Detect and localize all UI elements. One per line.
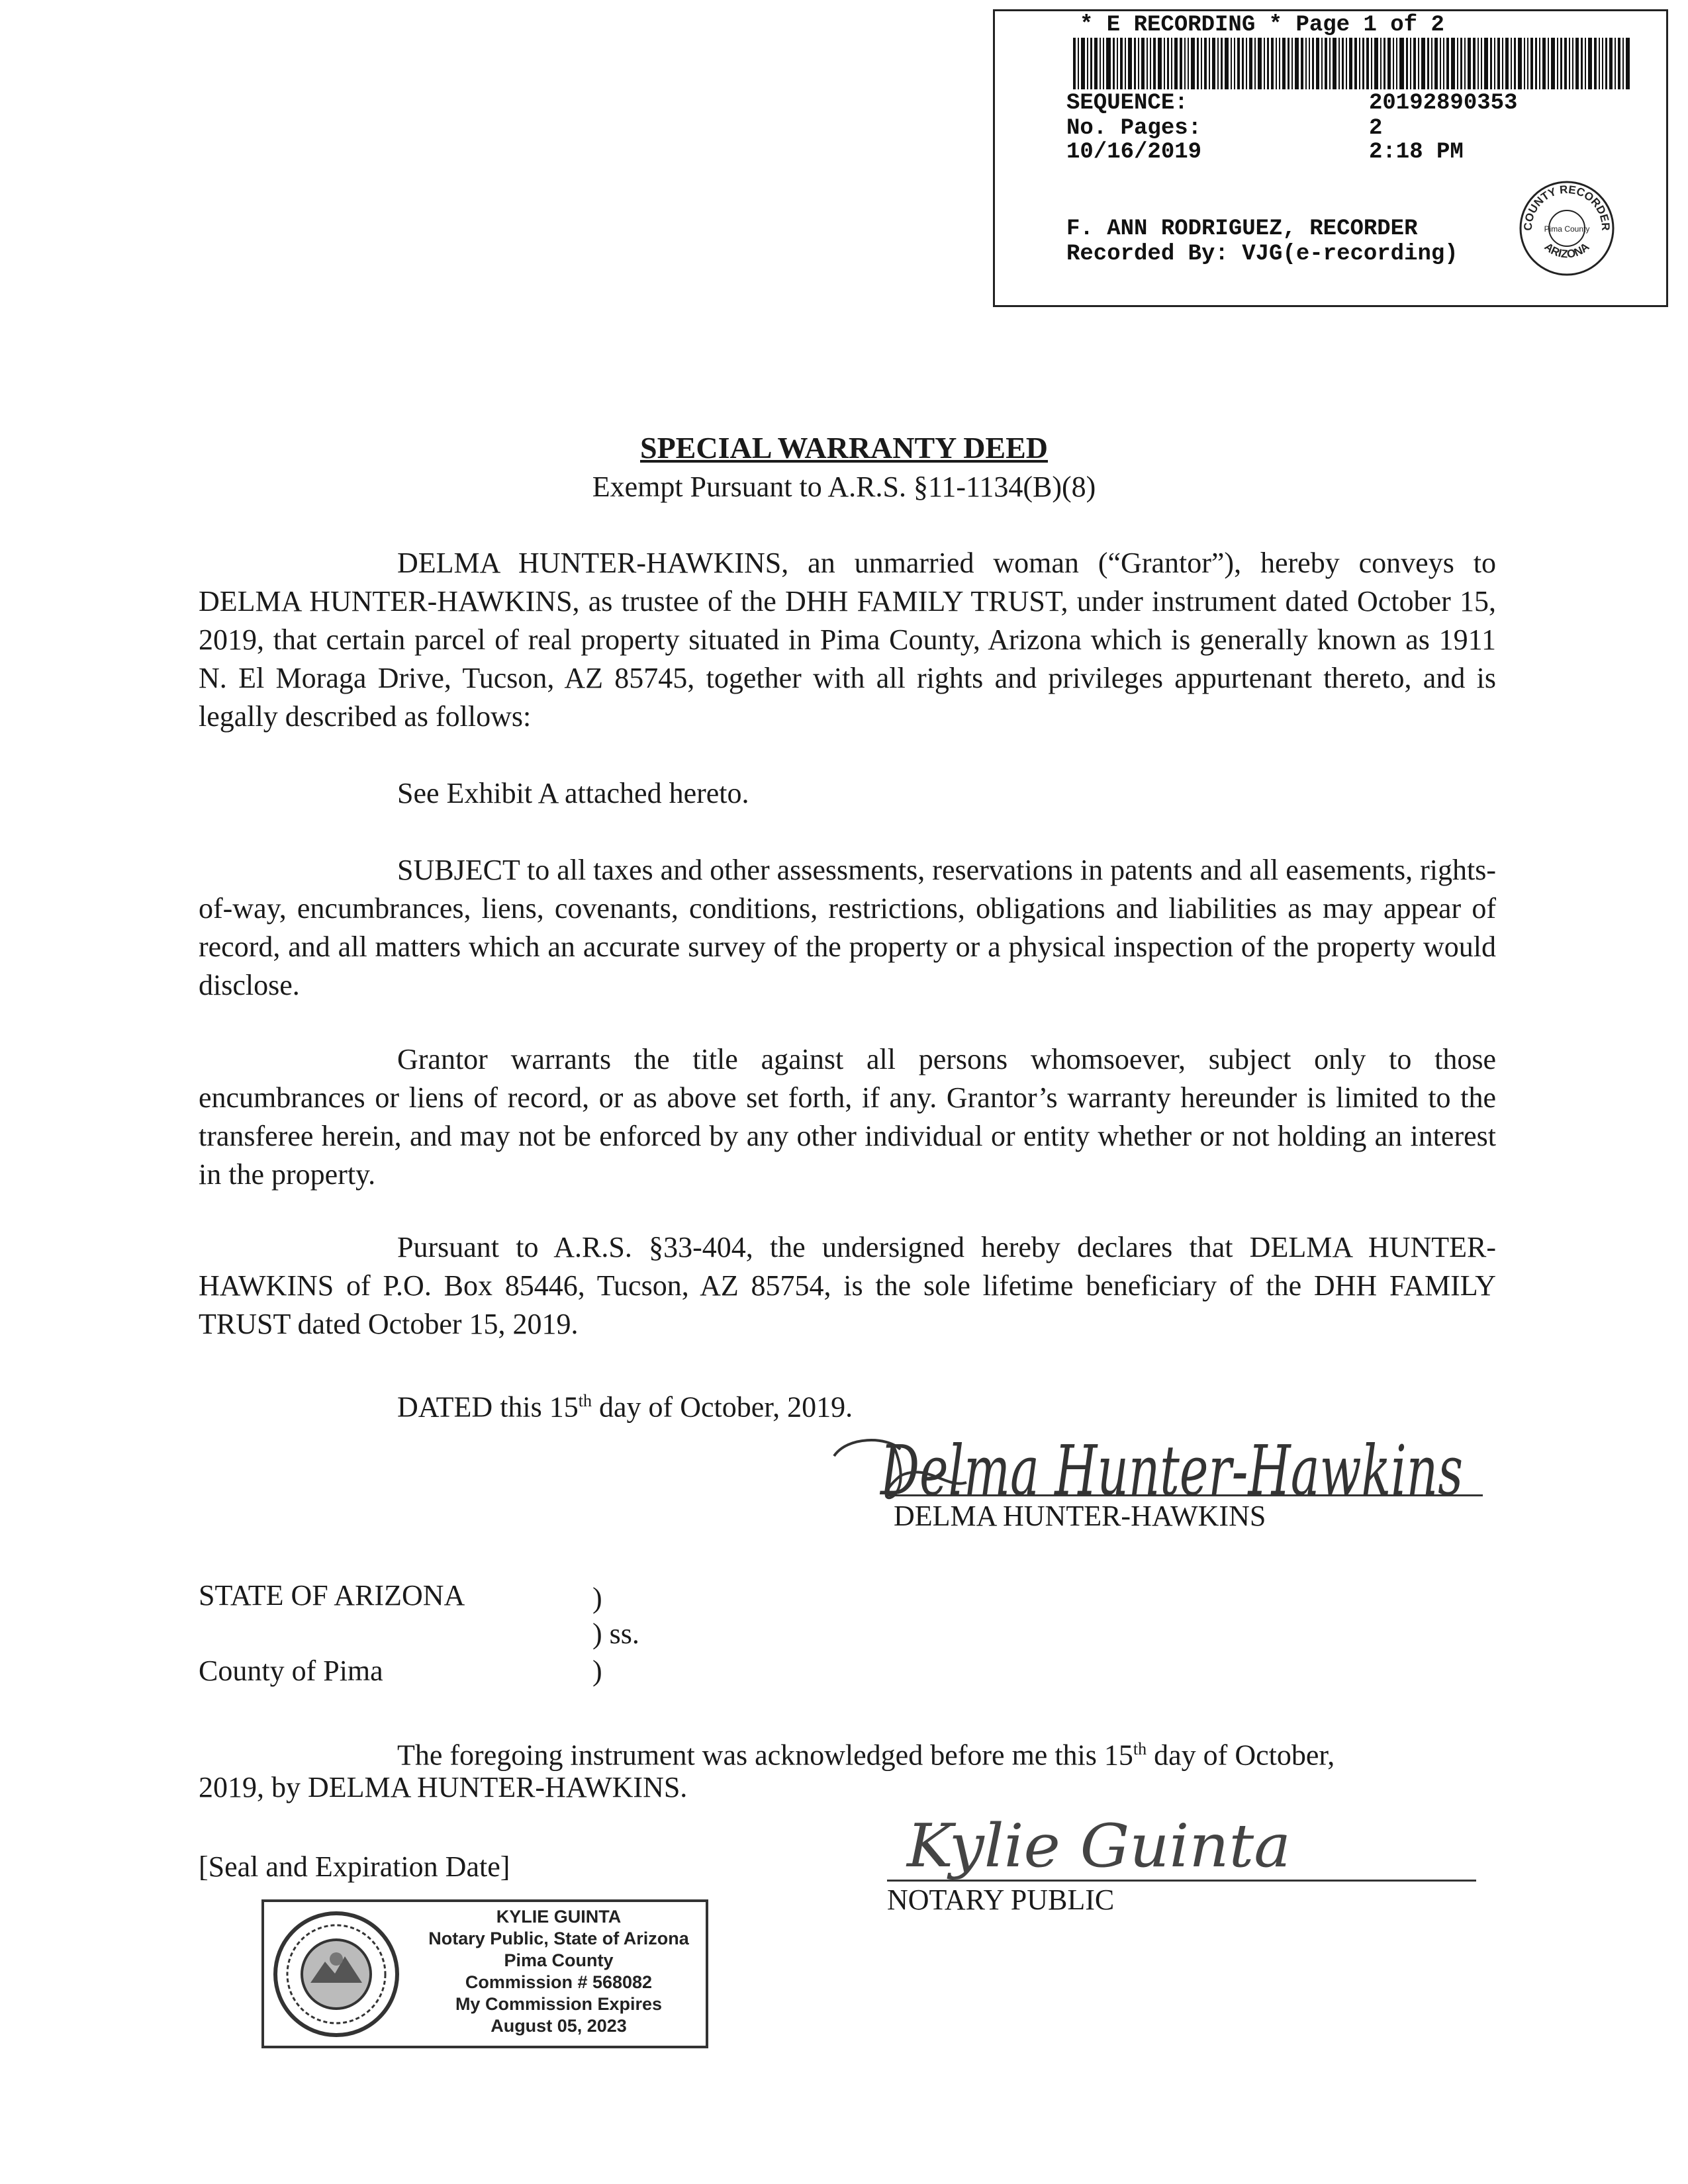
seal-expiration-label: [Seal and Expiration Date] <box>199 1850 510 1883</box>
sequence-label: SEQUENCE: <box>1066 91 1188 116</box>
seal-text-top: COUNTY RECORDER <box>1521 183 1613 231</box>
barcode-bar <box>1188 38 1189 89</box>
notary-seal-commission: Commission # 568082 <box>465 1972 653 1992</box>
barcode-bar <box>1551 38 1555 89</box>
barcode-bar <box>1120 38 1123 89</box>
barcode-bar <box>1575 38 1579 89</box>
barcode-bar <box>1184 38 1186 89</box>
barcode-bar <box>1201 38 1202 89</box>
barcode-bar <box>1113 38 1115 89</box>
notary-signature <box>900 1807 1311 1886</box>
barcode-bar <box>1594 38 1597 89</box>
barcode-bar <box>1212 38 1215 89</box>
grantor-signature-line <box>887 1494 1483 1496</box>
barcode-bar <box>1473 38 1476 89</box>
notary-seal-name: KYLIE GUINTA <box>496 1907 622 1927</box>
barcode-bar <box>1231 38 1232 89</box>
barcode-bar <box>1141 38 1145 89</box>
barcode-bar <box>1209 38 1210 89</box>
barcode-bar <box>1383 38 1385 89</box>
barcode-bar <box>1421 38 1425 89</box>
pages-label: No. Pages: <box>1066 116 1202 141</box>
barcode-bar <box>1380 38 1382 89</box>
barcode-bar <box>1560 38 1562 89</box>
barcode-bar <box>1295 38 1299 89</box>
barcode-bar <box>1588 38 1592 89</box>
barcode-bar <box>1622 38 1624 89</box>
barcode-bar <box>1316 38 1319 89</box>
venue-paren-1: ) <box>592 1582 602 1614</box>
barcode-bar <box>1150 38 1151 89</box>
conveyance-paragraph: DELMA HUNTER-HAWKINS, an unmarried woman (“Grantor”), hereby conveys to DELMA HUNTER-HAWKINS, as trustee of the DHH FAMILY TRUST, under instrument dated October 15, 2019, that certain parcel of real property situated in Pima County, Arizona which is generally known as 1911 N. El Moraga Drive, Tucson, AZ 85745, together with all rights and privileges appurtenant thereto, and is legally described as follows: <box>199 547 1496 733</box>
barcode-bar <box>1481 38 1482 89</box>
barcode-bar <box>1167 38 1169 89</box>
barcode-bar <box>1204 38 1207 89</box>
barcode-bar <box>1158 38 1162 89</box>
barcode-bar <box>1264 38 1265 89</box>
barcode-bar <box>1329 38 1331 89</box>
beneficiary-paragraph: Pursuant to A.R.S. §33-404, the undersigned hereby declares that DELMA HUNTER-HAWKINS of P.O. Box 85446, Tucson, AZ 85754, is the sole lifetime beneficiary of the DHH FAMILY TRUST dated October 15, 2019. <box>199 1231 1496 1340</box>
barcode-bar <box>1548 38 1549 89</box>
barcode-bar <box>1128 38 1132 89</box>
barcode-bar <box>1443 38 1444 89</box>
barcode-bar <box>1413 38 1416 89</box>
warranty-paragraph: Grantor warrants the title against all persons whomsoever, subject only to those encumbrances or liens of record, or as above set forth, if any. Grantor’s warranty hereunder is limited to the transferee herein, and may not be enforced by any other individual or entity whether or not holding an interest in the property. <box>199 1043 1496 1191</box>
barcode-bar <box>1585 38 1586 89</box>
venue-ss: ) ss. <box>592 1617 639 1650</box>
barcode-bar <box>1191 38 1195 89</box>
barcode-bar <box>1246 38 1247 89</box>
barcode-bar <box>1117 38 1118 89</box>
svg-text:ARIZONA <box>1542 240 1592 261</box>
barcode-bar <box>1374 38 1378 89</box>
notary-seal-line-2: Notary Public, State of Arizona <box>428 1929 689 1948</box>
barcode-bar <box>1279 38 1280 89</box>
barcode-bar <box>1106 38 1111 89</box>
barcode-bar <box>1410 38 1411 89</box>
barcode-bar <box>1427 38 1429 89</box>
barcode-bar <box>1171 38 1172 89</box>
barcode-bar <box>1609 38 1613 89</box>
notary-seal-stamp <box>261 1899 708 2048</box>
barcode-bar <box>1440 38 1441 89</box>
barcode-bar <box>1564 38 1567 89</box>
barcode-bar <box>1399 38 1404 89</box>
barcode-bar <box>1103 38 1104 89</box>
barcode-bar <box>1572 38 1573 89</box>
barcode-bar <box>1254 38 1256 89</box>
barcode-bar <box>1605 38 1607 89</box>
barcode-bar <box>1125 38 1126 89</box>
barcode-bar <box>1477 38 1479 89</box>
recording-barcode <box>1073 38 1636 89</box>
recording-header: * E RECORDING * Page 1 of 2 <box>1080 13 1444 38</box>
notary-seal-line-3: Pima County <box>504 1950 614 1970</box>
barcode-bar <box>1138 38 1139 89</box>
grantor-name: DELMA HUNTER-HAWKINS <box>894 1500 1266 1532</box>
recording-date: 10/16/2019 <box>1066 140 1202 165</box>
barcode-bar <box>1312 38 1314 89</box>
barcode-bar <box>1094 38 1098 89</box>
notary-seal-expiration-date: August 05, 2023 <box>491 2016 627 2036</box>
barcode-bar <box>1514 38 1516 89</box>
subject-to-paragraph: SUBJECT to all taxes and other assessments, reservations in patents and all easements, rights-of-way, encumbrances, liens, covenants, conditions, restrictions, obligations and liabilities as may appear of record, and all matters which an accurate survey of the property or a physical inspection of the property would disclose. <box>199 854 1496 1001</box>
barcode-bar <box>1618 38 1620 89</box>
barcode-bar <box>1464 38 1466 89</box>
barcode-bar <box>1237 38 1240 89</box>
barcode-bar <box>1288 38 1289 89</box>
barcode-bar <box>1346 38 1347 89</box>
barcode-bar <box>1081 38 1085 89</box>
barcode-bar <box>1325 38 1327 89</box>
deed-subtitle: Exempt Pursuant to A.R.S. §11-1134(B)(8) <box>592 471 1096 503</box>
barcode-bar <box>1221 38 1223 89</box>
barcode-bar <box>1615 38 1616 89</box>
barcode-bar <box>1342 38 1344 89</box>
barcode-bar <box>1234 38 1235 89</box>
barcode-bar <box>1581 38 1583 89</box>
seal-text-center: Pima County <box>1544 224 1590 234</box>
barcode-bar <box>1542 38 1546 89</box>
barcode-bar <box>1164 38 1165 89</box>
barcode-bar <box>1090 38 1092 89</box>
barcode-bar <box>1539 38 1540 89</box>
barcode-bar <box>1359 38 1360 89</box>
county-recorder-seal <box>1517 179 1617 278</box>
barcode-bar <box>1282 38 1286 89</box>
barcode-bar <box>1301 38 1303 89</box>
venue-paren-2: ) <box>592 1655 602 1687</box>
notary-public-label: NOTARY PUBLIC <box>887 1884 1115 1916</box>
barcode-bar <box>1451 38 1455 89</box>
barcode-bar <box>1078 38 1079 89</box>
barcode-bar <box>1338 38 1340 89</box>
barcode-bar <box>1087 38 1088 89</box>
barcode-bar <box>1396 38 1397 89</box>
barcode-bar <box>1518 38 1522 89</box>
barcode-bar <box>1530 38 1533 89</box>
seal-text-bottom: ARIZONA <box>1542 240 1592 261</box>
svg-text:Delma Hunter-Hawkins: Delma Hunter-Hawkins <box>879 1430 1463 1511</box>
barcode-bar <box>1271 38 1274 89</box>
recorder-name: F. ANN RODRIGUEZ, RECORDER <box>1066 216 1418 242</box>
barcode-bar <box>1258 38 1262 89</box>
barcode-bar <box>1333 38 1336 89</box>
barcode-bar <box>1217 38 1219 89</box>
barcode-bar <box>1321 38 1323 89</box>
barcode-bar <box>1147 38 1148 89</box>
barcode-bar <box>1225 38 1229 89</box>
barcode-bar <box>1371 38 1372 89</box>
barcode-bar <box>1446 38 1449 89</box>
barcode-bar <box>1267 38 1269 89</box>
exhibit-reference: See Exhibit A attached hereto. <box>397 777 749 809</box>
barcode-bar <box>1535 38 1537 89</box>
acknowledgment-line-2: 2019, by DELMA HUNTER-HAWKINS. <box>199 1771 688 1803</box>
barcode-bar <box>1073 38 1076 89</box>
barcode-bar <box>1242 38 1244 89</box>
barcode-bar <box>1134 38 1136 89</box>
barcode-bar <box>1557 38 1558 89</box>
barcode-bar <box>1406 38 1408 89</box>
barcode-bar <box>1197 38 1199 89</box>
barcode-bar <box>1502 38 1503 89</box>
barcode-bar <box>1457 38 1458 89</box>
barcode-bar <box>1249 38 1252 89</box>
barcode-bar <box>1602 38 1603 89</box>
acknowledgment-line-1: The foregoing instrument was acknowledged before me this 15th day of October, <box>397 1739 1335 1772</box>
barcode-bar <box>1362 38 1364 89</box>
pages-value: 2 <box>1369 116 1383 141</box>
barcode-bar <box>1524 38 1525 89</box>
barcode-bar <box>1393 38 1394 89</box>
barcode-bar <box>1354 38 1357 89</box>
arizona-state-seal-icon <box>272 1910 401 2039</box>
barcode-bar <box>1387 38 1391 89</box>
notary-seal-expires-label: My Commission Expires <box>455 1994 663 2014</box>
barcode-bar <box>1276 38 1277 89</box>
barcode-bar <box>1418 38 1419 89</box>
barcode-bar <box>1366 38 1369 89</box>
barcode-bar <box>1494 38 1495 89</box>
barcode-bar <box>1468 38 1471 89</box>
svg-text:Kylie Guinta: Kylie Guinta <box>905 1811 1291 1881</box>
barcode-bar <box>1309 38 1310 89</box>
barcode-bar <box>1431 38 1432 89</box>
barcode-bar <box>1100 38 1101 89</box>
barcode-bar <box>1490 38 1492 89</box>
barcode-bar <box>1626 38 1630 89</box>
venue-county: County of Pima <box>199 1655 383 1687</box>
barcode-bar <box>1505 38 1509 89</box>
barcode-bar <box>1291 38 1293 89</box>
barcode-bar <box>1349 38 1352 89</box>
barcode-bar <box>1460 38 1462 89</box>
venue-state: STATE OF ARIZONA <box>199 1579 465 1612</box>
recording-time: 2:18 PM <box>1369 140 1464 165</box>
barcode-bar <box>1153 38 1156 89</box>
barcode-bar <box>1174 38 1178 89</box>
barcode-bar <box>1434 38 1438 89</box>
sequence-value: 20192890353 <box>1369 91 1518 116</box>
dated-line: DATED this 15th day of October, 2019. <box>397 1390 853 1424</box>
barcode-bar <box>1527 38 1528 89</box>
barcode-bar <box>1180 38 1182 89</box>
barcode-bar <box>1484 38 1488 89</box>
recorded-by: Recorded By: VJG(e-recording) <box>1066 242 1458 267</box>
barcode-bar <box>1497 38 1500 89</box>
barcode-bar <box>1305 38 1307 89</box>
barcode-bar <box>1569 38 1570 89</box>
deed-title: SPECIAL WARRANTY DEED <box>639 431 1048 465</box>
barcode-bar <box>1511 38 1512 89</box>
barcode-bar <box>1599 38 1600 89</box>
